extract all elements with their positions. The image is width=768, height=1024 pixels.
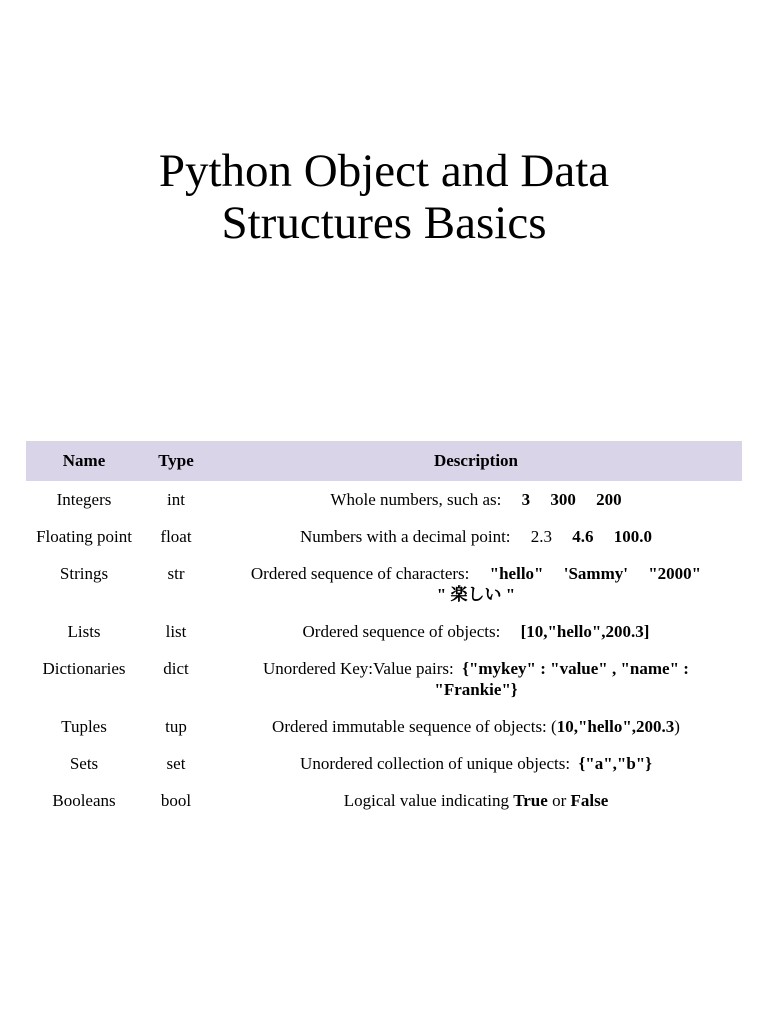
header-type: Type [142,441,210,481]
table-row [26,518,742,555]
row-description [210,518,742,555]
desc-text: Ordered immutable sequence of objects: ( [272,717,557,736]
data-types-table [26,441,742,819]
row-description [210,555,742,613]
row-type: bool [160,791,192,810]
table-row [26,782,742,819]
desc-value: 100.0 [613,527,653,546]
row-type: str [167,564,185,583]
desc-text: Unordered collection of unique objects: [300,754,571,773]
desc-value: 3 [521,490,531,509]
row-description [210,613,742,650]
table-row [26,613,742,650]
desc-value: 200 [596,490,622,509]
row-description [210,782,742,819]
row-name: Dictionaries [42,659,126,678]
desc-text: Unordered Key:Value pairs: [263,659,454,678]
desc-text: Logical value indicating [343,791,509,810]
row-name: Floating point [36,527,132,546]
desc-text: Ordered sequence of characters: [250,564,470,583]
desc-text: or [552,791,567,810]
desc-value: {"mykey" : "value" , "name" : [462,659,689,678]
desc-value: 'Sammy' [563,564,628,583]
row-name: Booleans [52,791,116,810]
desc-value: "Frankie"} [434,680,518,699]
desc-value: "2000" [648,564,702,583]
table-row [26,555,742,613]
row-type: int [167,490,185,509]
row-description [210,745,742,782]
row-type: float [160,527,192,546]
table-row [26,745,742,782]
desc-text: Numbers with a decimal point: [299,527,511,546]
desc-value: 2.3 [530,527,553,546]
row-description [210,481,742,518]
row-description [210,708,742,745]
table-row [26,650,742,708]
title-line-1: Python Object and Data [158,145,610,198]
desc-text: Whole numbers, such as: [330,490,502,509]
row-name: Integers [56,490,112,509]
table-row [26,481,742,518]
page-title [0,145,768,249]
row-description [210,650,742,708]
desc-value: 10,"hello",200.3 [556,717,675,736]
desc-value: False [570,791,609,810]
row-type: list [165,622,187,641]
desc-value: 4.6 [572,527,594,546]
row-name: Strings [59,564,109,583]
header-name: Name [26,441,142,481]
desc-value: 300 [550,490,576,509]
row-name: Tuples [61,717,107,736]
desc-value: "hello" [489,564,544,583]
desc-text: Ordered sequence of objects: [302,622,501,641]
row-type: set [166,754,186,773]
desc-value: " 楽しい " [436,585,516,604]
title-line-2: Structures Basics [221,197,547,250]
header-description: Description [210,441,742,481]
desc-value: [10,"hello",200.3] [520,622,650,641]
table-row [26,708,742,745]
row-type: dict [163,659,189,678]
desc-value: True [513,791,548,810]
row-name: Lists [67,622,101,641]
row-type: tup [165,717,187,736]
desc-tail: ) [674,717,680,736]
desc-value: {"a","b"} [578,754,652,773]
table-header-row [26,441,742,481]
row-name: Sets [69,754,99,773]
